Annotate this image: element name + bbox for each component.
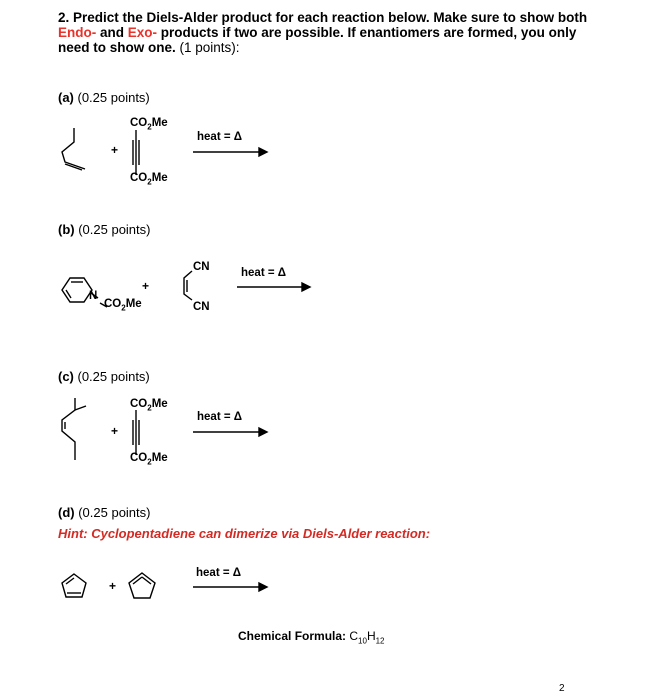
heat-label-b: heat = Δ: [241, 267, 287, 279]
co2me-top-a: $CO_2Me$: [130, 117, 168, 132]
part-c-label: (c) (0.25 points): [58, 369, 150, 384]
reaction-arrow-a: [193, 147, 267, 157]
reaction-arrow-c: [193, 427, 267, 437]
plus-c: +: [111, 424, 119, 438]
part-b-label: (b) (0.25 points): [58, 222, 151, 237]
co2me-bottom-c: $CO_2Me$: [130, 452, 168, 467]
cn-top-b: CN: [193, 261, 210, 273]
dienophile-a-structure: [128, 130, 148, 175]
diene-c-structure: [58, 398, 88, 464]
hint-text: Hint: Cyclopentadiene can dimerize via Diels-Alder reaction:: [58, 526, 431, 541]
exo-term: Exo-: [127, 25, 158, 40]
question-title: 2. Predict the Diels-Alder product for each reaction below. Make sure to show both Endo- and Exo- products if two are possible. If enantiomers are formed, you only need to show one. (1 points):: [58, 10, 588, 55]
cyclopentadiene-right-structure: [127, 571, 159, 601]
reaction-arrow-d: [193, 582, 267, 592]
cyclopentadiene-left-structure: [60, 572, 90, 600]
n-atom-b: N: [89, 290, 98, 302]
co2me-bottom-a: $CO_2Me$: [130, 172, 168, 187]
heat-label-a: heat = Δ: [197, 131, 243, 143]
dienophile-b-structure: [178, 268, 198, 304]
cn-bottom-b: CN: [193, 301, 210, 313]
part-a-label: (a) (0.25 points): [58, 90, 150, 105]
part-d-label: (d) (0.25 points): [58, 505, 151, 520]
plus-d: +: [109, 579, 117, 593]
heat-label-c: heat = Δ: [197, 411, 243, 423]
co2me-top-c: $CO_2Me$: [130, 398, 168, 413]
plus-b: +: [142, 279, 150, 293]
reaction-arrow-b: [237, 282, 310, 292]
heat-label-d: heat = Δ: [196, 567, 242, 579]
co2me-b: $CO_2Me$: [104, 298, 142, 313]
chemical-formula: Chemical Formula: $C_{10}H_{12}$: [238, 629, 385, 646]
endo-term: Endo-: [58, 25, 97, 40]
plus-a: +: [111, 143, 119, 157]
page-number: 2: [559, 683, 565, 694]
diene-a-structure: [58, 128, 88, 173]
dienophile-c-structure: [128, 410, 148, 455]
